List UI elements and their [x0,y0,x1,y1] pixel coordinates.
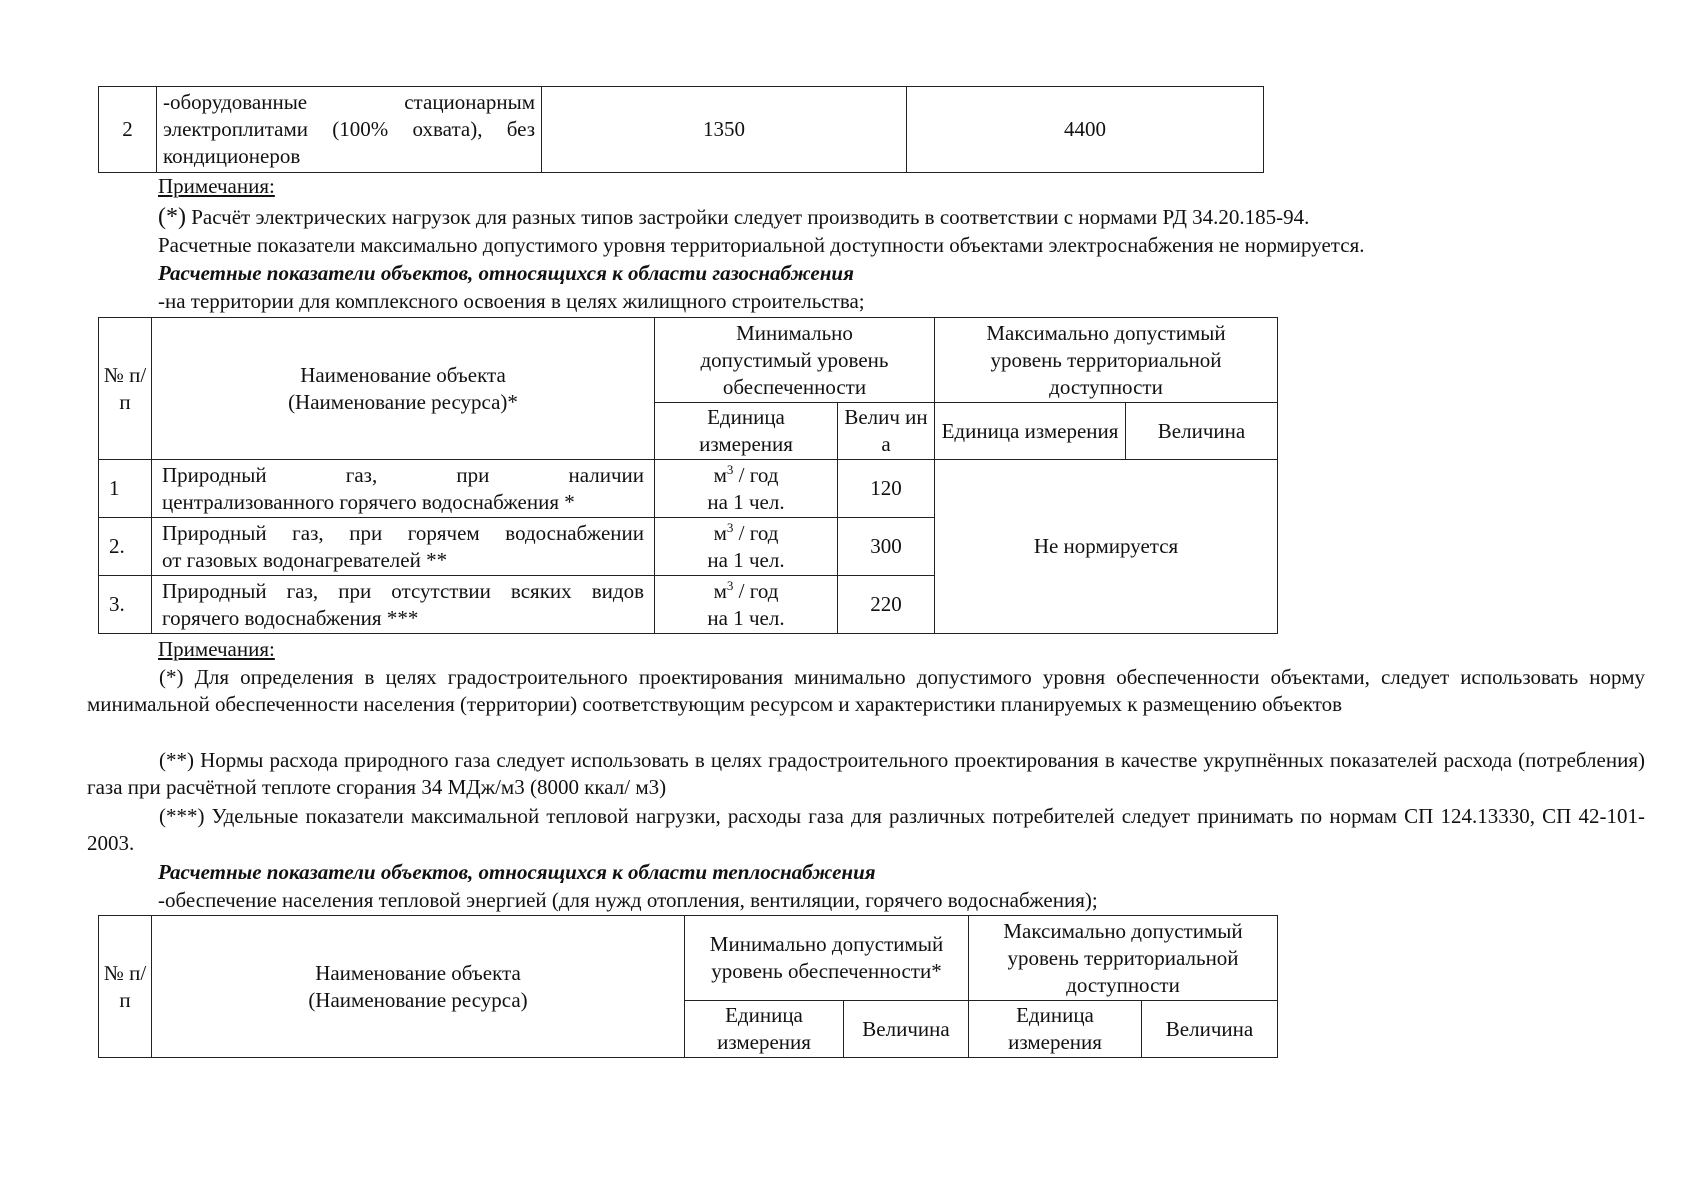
unit-text: на 1 чел. [707,605,785,630]
header-line: (Наименование ресурса)* [288,389,518,414]
note-marker: (*) [158,204,186,230]
unit-cell [655,576,838,634]
object-name-line: Природный газ, при отсутствии всяких видов [162,578,644,603]
unit-text: м [713,462,727,487]
header-unit: Единица измерения [685,1001,844,1058]
header-unit: Единица измерения [655,403,838,460]
note-paragraph: (***) Удельные показатели максимальной тепловой нагрузки, расходы газа для различных потребителей следует принимать по нормам СП 124.13330, СП 42-101-2003. [87,804,1645,855]
header-min-level: Минимально допустимый уровень обеспеченности* [685,916,969,1001]
header-unit: Единица измерения [935,403,1126,460]
header-max-access: Максимально допустимый уровень территориальной доступности [969,916,1278,1001]
value-cell: 300 [838,518,935,576]
notes-heading: Примечания: [158,174,275,198]
header-line: Наименование объекта [315,960,521,985]
row-number: 3. [99,576,152,634]
note-text [158,204,1309,231]
note-paragraph: (*) Для определения в целях градостроительного проектирования минимально допустимого уровня обеспеченности объектами, следует использовать норму минимальной обеспеченности населения (территории) соответствующим ресурсом и характеристики планируемых к размещению объектов [87,665,1645,716]
unit-text: на 1 чел. [707,547,785,572]
header-value: Величина [1126,403,1278,460]
header-value: Велич ина [838,403,935,460]
unit-superscript: 3 [726,577,734,593]
value-cell: 4400 [907,87,1264,173]
header-line: Наименование объекта [300,362,506,387]
section-subtitle: -обеспечение населения тепловой энергией (для нужд отопления, вентиляции, горячего водоснабжения); [158,888,1098,912]
row-number: 2. [99,518,152,576]
value-cell: 220 [838,576,935,634]
header-value: Величина [1142,1001,1278,1058]
unit-text: на 1 чел. [707,489,785,514]
header-value: Величина [844,1001,969,1058]
table-row [99,87,1264,173]
object-name-cell [152,460,655,518]
notes-heading: Примечания: [158,637,275,661]
object-name-line: кондиционеров [163,144,301,168]
header-unit: Единица измерения [969,1001,1142,1058]
unit-text: / год [733,462,779,487]
unit-cell [655,518,838,576]
unit-cell [655,460,838,518]
note-paragraph: (**) Нормы расхода природного газа следует использовать в целях градостроительного проектирования в качестве укрупнённых показателей расхода (потребления) газа при расчётной теплоте сгорания 34 МДж/м3 (8000 ккал/ м3) [87,748,1645,799]
header-min-level: Минимально допустимый уровень обеспеченности [655,318,935,403]
object-name-cell [157,87,542,173]
note-text: Расчетные показатели максимально допустимого уровня территориальной доступности объектами электроснабжения не нормируется. [158,233,1365,257]
object-name-cell [152,518,655,576]
row-number: 1 [99,460,152,518]
unit-text: / год [733,578,779,603]
object-name-line: Природный газ, при наличии [162,462,644,487]
row-number: 2 [99,87,157,173]
note-body: Расчёт электрических нагрузок для разных типов застройки следует производить в соответствии с нормами РД 34.20.185-94. [185,205,1310,229]
header-object-name [152,916,685,1058]
table-row [99,460,1278,518]
section-title: Расчетные показатели объектов, относящихся к области теплоснабжения [158,860,876,884]
not-normed-cell: Не нормируется [935,460,1278,634]
object-name-line: от газовых водонагревателей ** [162,547,448,572]
section-title: Расчетные показатели объектов, относящихся к области газоснабжения [158,261,854,285]
header-line: (Наименование ресурса) [308,987,528,1012]
section-subtitle: -на территории для комплексного освоения в целях жилищного строительства; [158,289,865,313]
object-name-line: электроплитами (100% охвата), без [163,117,535,141]
unit-superscript: 3 [726,461,734,477]
unit-superscript: 3 [726,519,734,535]
object-name-cell [152,576,655,634]
heat-table [98,915,1278,1058]
unit-text: м [713,578,727,603]
unit-text: м [713,520,727,545]
value-cell: 120 [838,460,935,518]
value-cell: 1350 [542,87,907,173]
header-object-name [152,318,655,460]
object-name-line: централизованного горячего водоснабжения * [162,489,575,514]
electricity-table [98,86,1264,173]
object-name-line: горячего водоснабжения *** [162,605,419,630]
table-header-row [99,318,1278,403]
unit-text: / год [733,520,779,545]
header-max-access: Максимально допустимый уровень территориальной доступности [935,318,1278,403]
header-number: № п/п [99,318,152,460]
object-name-line: Природный газ, при горячем водоснабжении [162,520,644,545]
object-name-line: -оборудованные стационарным [163,90,535,114]
gas-table [98,317,1278,634]
header-number: № п/п [99,916,152,1058]
table-header-row [99,916,1278,1001]
